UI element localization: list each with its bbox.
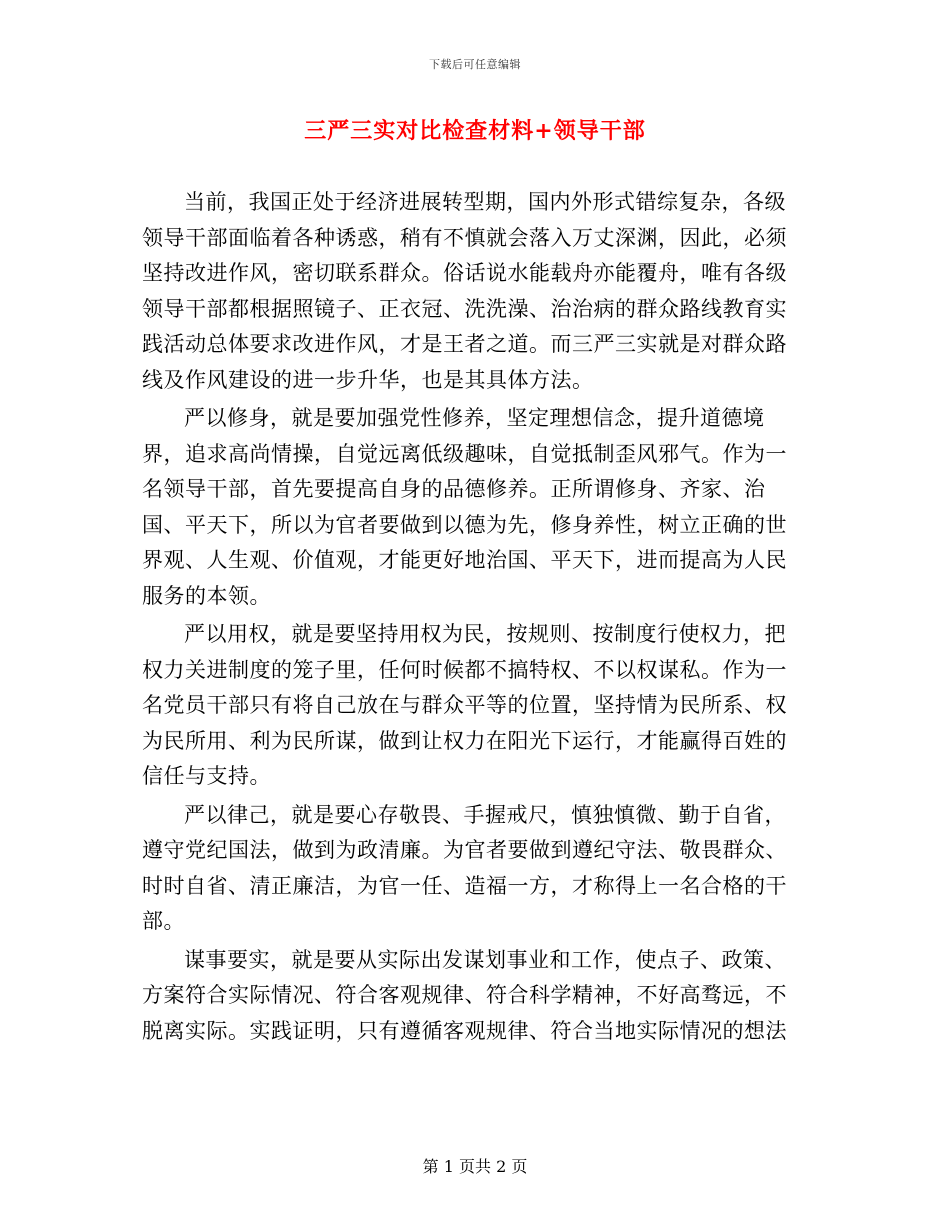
paragraph: 严以用权，就是要坚持用权为民，按规则、按制度行使权力，把权力关进制度的笼子里，任何时候都不搞特权、不以权谋私。作为一名党员干部只有将自己放在与群众平等的位置，坚持情为民所系、权为民所用、利为民所谋，做到让权力在阳光下运行，才能赢得百姓的信任与支持。 [142, 622, 787, 788]
paragraph: 严以律己，就是要心存敬畏、手握戒尺，慎独慎微、勤于自省，遵守党纪国法，做到为政清廉。为官者要做到遵纪守法、敬畏群众、时时自省、清正廉洁，为官一任、造福一方，才称得上一名合格的干部。 [142, 802, 787, 933]
page-number-footer: 第 1 页共 2 页 [422, 1157, 528, 1176]
header-note: 下载后可任意编辑 [429, 58, 521, 71]
document-body [142, 185, 802, 1052]
paragraph: 当前，我国正处于经济进展转型期，国内外形式错综复杂，各级领导干部面临着各种诱惑，稍有不慎就会落入万丈深渊，因此，必须坚持改进作风，密切联系群众。俗话说水能载舟亦能覆舟，唯有各级领导干部都根据照镜子、正衣冠、洗洗澡、治治病的群众路线教育实践活动总体要求改进作风，才是王者之道。而三严三实就是对群众路线及作风建设的进一步升华，也是其具体方法。 [142, 190, 787, 392]
document-title: 三严三实对比检查材料+领导干部 [304, 118, 646, 144]
paragraph: 谋事要实，就是要从实际出发谋划事业和工作，使点子、政策、方案符合实际情况、符合客观规律、符合科学精神，不好高骛远，不脱离实际。实践证明，只有遵循客观规律、符合当地实际情况的想法 [142, 947, 787, 1043]
paragraph: 严以修身，就是要加强党性修养，坚定理想信念，提升道德境界，追求高尚情操，自觉远离低级趣味，自觉抵制歪风邪气。作为一名领导干部，首先要提高自身的品德修养。正所谓修身、齐家、治国、平天下，所以为官者要做到以德为先，修身养性，树立正确的世界观、人生观、价值观，才能更好地治国、平天下，进而提高为人民服务的本领。 [142, 406, 787, 608]
